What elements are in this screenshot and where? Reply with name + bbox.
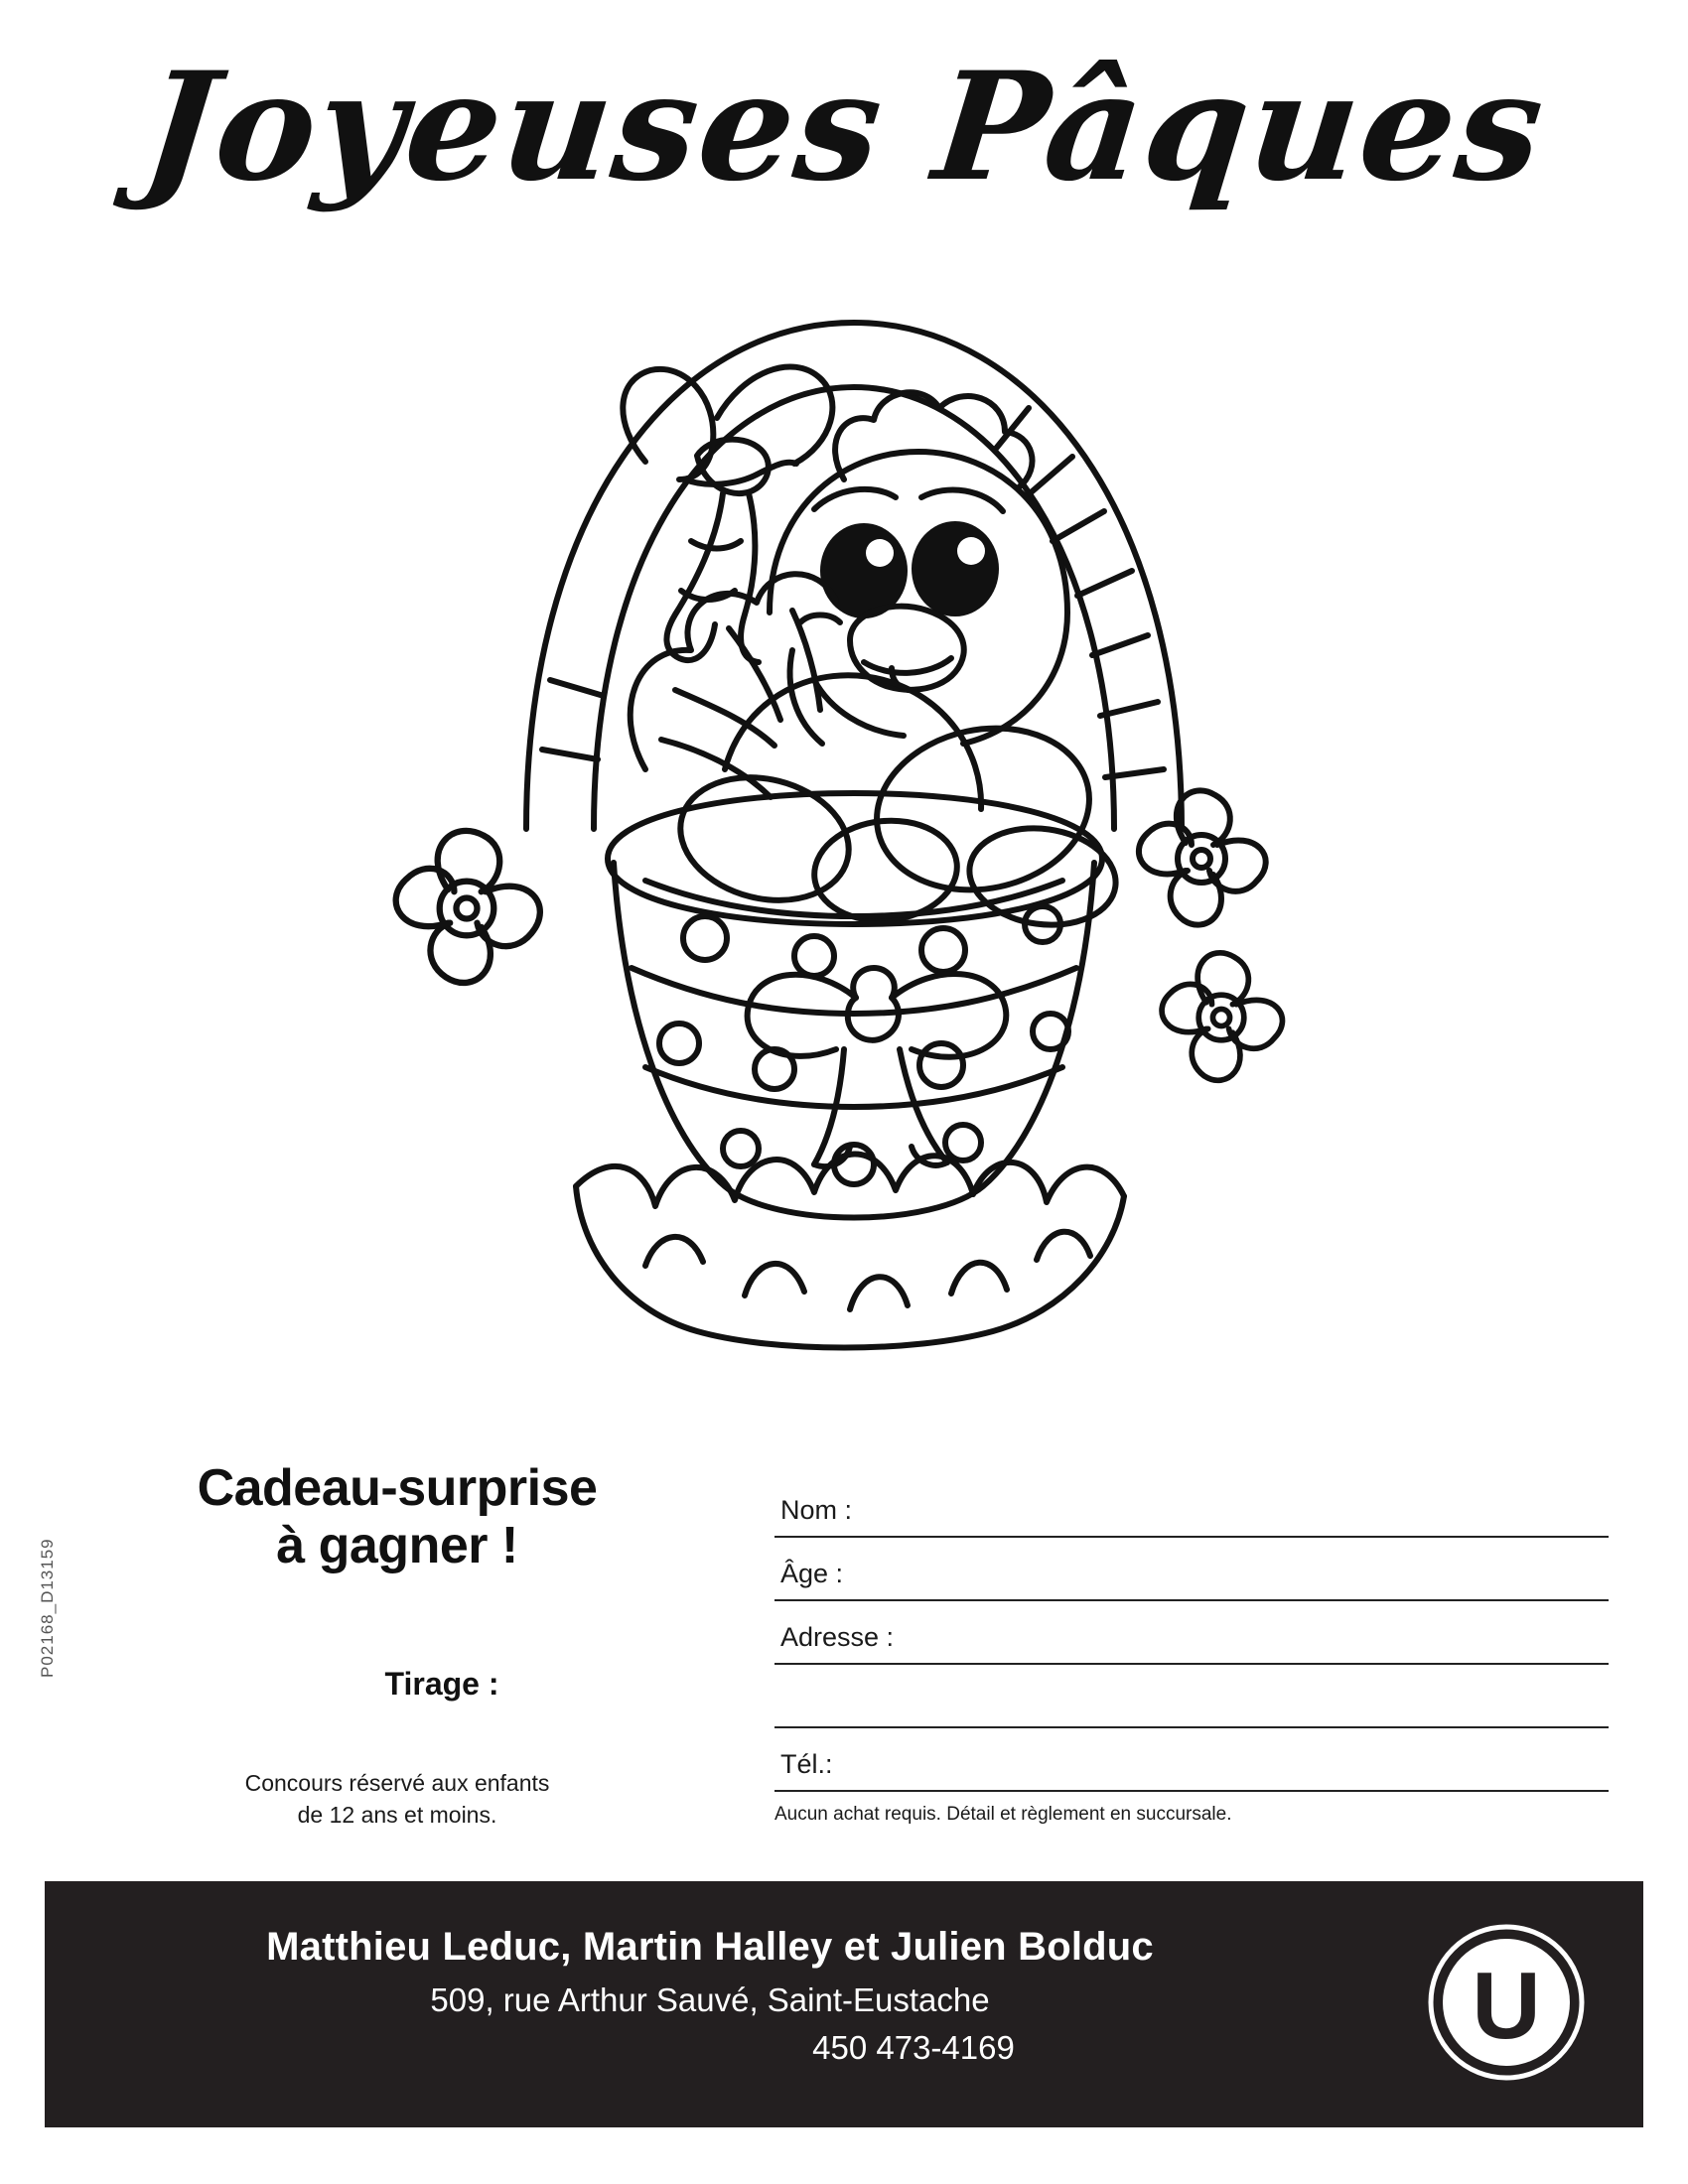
form-disclaimer: Aucun achat requis. Détail et règlement en succursale. [774,1804,1232,1825]
contest-note-line-2: de 12 ans et moins. [297,1801,497,1828]
svg-text:U: U [1472,1953,1541,2059]
promo-headline-line-2: à gagner ! [276,1517,518,1575]
contest-note-line-1: Concours réservé aux enfants [244,1770,550,1797]
form-field-adresse-line-2[interactable] [774,1665,1609,1728]
uniprix-logo-icon [1427,1923,1586,2082]
contest-note [119,1768,675,1830]
promo-headline-line-1: Cadeau-surprise [197,1459,598,1517]
entry-form [774,1474,1609,1826]
footer-owners: Matthieu Leduc, Martin Halley et Julien Bolduc [266,1925,1154,1969]
page-title: Joyeuses Pâques [135,40,1553,214]
form-label-adresse: Adresse : [780,1622,895,1652]
form-label-age: Âge : [780,1559,844,1588]
form-field-age[interactable] [774,1538,1609,1601]
form-label-telephone: Tél.: [780,1749,833,1779]
footer-address: 509, rue Arthur Sauvé, Saint-Eustache [430,1981,990,2018]
form-field-telephone[interactable] [774,1728,1609,1792]
easter-basket-illustration [348,213,1340,1454]
footer-phone: 450 473-4169 [812,2029,1015,2066]
reference-code: P02168_D13159 [38,1538,57,1678]
form-field-adresse[interactable] [774,1601,1609,1665]
form-field-nom[interactable] [774,1474,1609,1538]
promo-headline [119,1459,675,1574]
footer-banner [45,1881,1643,2127]
footer-store-info [45,1925,1395,2067]
draw-label: Tirage : [384,1666,499,1703]
promo-block [119,1459,675,1831]
form-label-nom: Nom : [780,1495,853,1525]
